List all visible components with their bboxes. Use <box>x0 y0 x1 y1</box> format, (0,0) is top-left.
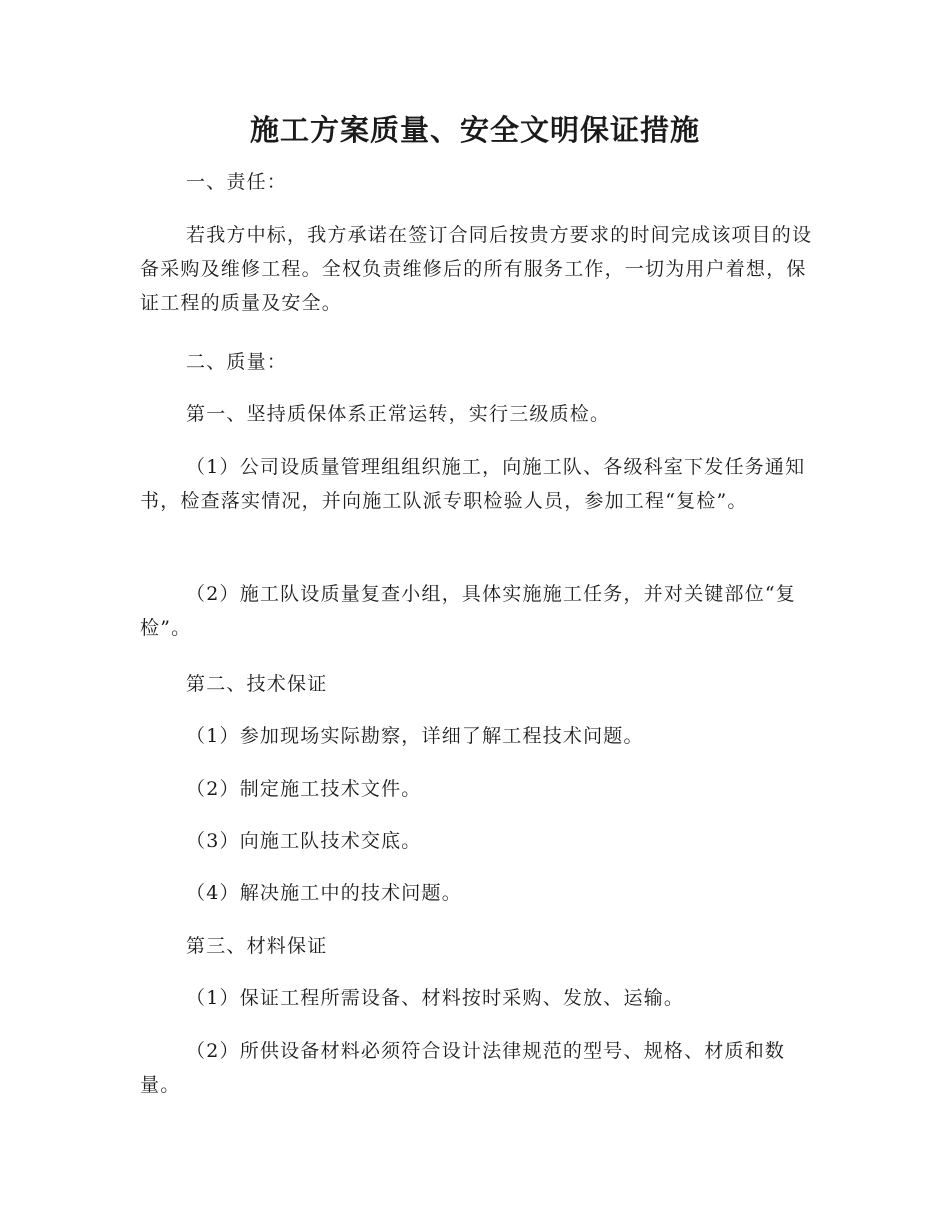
subsection-materials: 第三、材料保证 <box>186 935 328 957</box>
section-heading-responsibility: 一、责任： <box>186 171 288 193</box>
list-item-technical-1: （1）参加现场实际勘察，详细了解工程技术问题。 <box>186 725 644 747</box>
list-item-technical-2: （2）制定施工技术文件。 <box>186 778 422 800</box>
list-item-quality-2: （2）施工队设质量复查小组，具体实施施工任务，并对关键部位“复检”。 <box>140 583 797 639</box>
list-item-materials-1: （1）保证工程所需设备、材料按时采购、发放、运输。 <box>186 987 685 1009</box>
subsection-quality-system: 第一、坚持质保体系正常运转，实行三级质检。 <box>186 403 611 425</box>
subsection-technical: 第二、技术保证 <box>186 673 328 695</box>
list-item-materials-2: （2）所供设备材料必须符合设计法律规范的型号、规格、材质和数量。 <box>140 1040 786 1096</box>
paragraph-commitment: 若我方中标，我方承诺在签订合同后按贵方要求的时间完成该项目的设备采购及维修工程。全权负责维修后的所有服务工作，一切为用户着想，保证工程的质量及安全。 <box>140 224 813 314</box>
section-heading-quality: 二、质量： <box>186 351 288 373</box>
list-item-quality-1: （1）公司设质量管理组组织施工，向施工队、各级科室下发任务通知书，检查落实情况，并向施工队派专职检验人员，参加工程“复检”。 <box>140 456 806 512</box>
list-item-technical-3: （3）向施工队技术交底。 <box>186 830 422 852</box>
document-title: 施工方案质量、安全文明保证措施 <box>249 113 700 147</box>
list-item-technical-4: （4）解决施工中的技术问题。 <box>186 882 462 904</box>
